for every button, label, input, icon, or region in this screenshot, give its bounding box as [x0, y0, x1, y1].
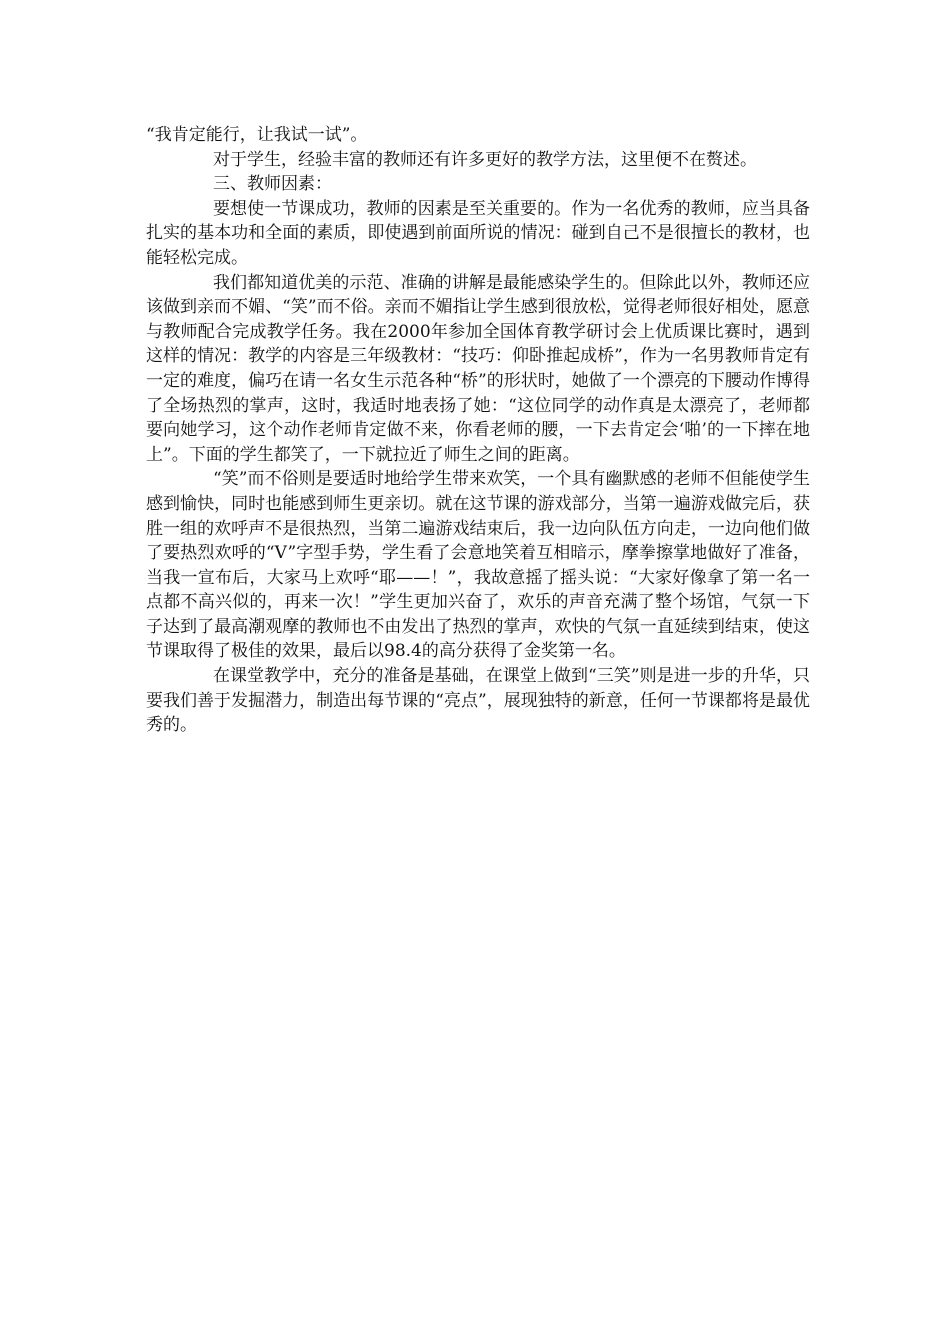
paragraph-conclusion: 在课堂教学中，充分的准备是基础，在课堂上做到“三笑”则是进一步的升华，只要我们善于发掘潜力，制造出每节课的“亮点”，展现独特的新意，任何一节课都将是最优秀的。 — [146, 666, 810, 736]
section-heading-teacher-factors: 三、教师因素： — [213, 174, 332, 195]
document-body — [146, 123, 810, 738]
paragraph-humor: “笑”而不俗则是要适时地给学生带来欢笑，一个具有幽默感的老师不但能使学生感到愉快，同时也能感到师生更亲切。就在这节课的游戏部分，当第一遍游戏做完后，获胜一组的欢呼声不是很热烈，当第二遍游戏结束后，我一边向队伍方向走，一边向他们做了要热烈欢呼的“V”字型手势，学生看了会意地笑着互相暗示，摩拳擦掌地做好了准备，当我一宣布后，大家马上欢呼“耶——！”，我故意摇了摇头说：“大家好像拿了第一名一点都不高兴似的，再来一次！”学生更加兴奋了，欢乐的声音充满了整个场馆，气氛一下子达到了最高潮观摩的教师也不由发出了热烈的掌声，欢快的气氛一直延续到结束，使这节课取得了极佳的效果，最后以98.4的高分获得了金奖第一名。 — [146, 469, 810, 662]
paragraph-approachable: 我们都知道优美的示范、准确的讲解是最能感染学生的。但除此以外，教师还应该做到亲而不媚、“笑”而不俗。亲而不媚指让学生感到很放松，觉得老师很好相处，愿意与教师配合完成教学任务。我在2000年参加全国体育教学研讨会上优质课比赛时，遇到这样的情况：教学的内容是三年级教材：“技巧：仰卧推起成桥”，作为一名男教师肯定有一定的难度，偏巧在请一名女生示范各种“桥”的形状时，她做了一个漂亮的下腰动作博得了全场热烈的掌声，这时，我适时地表扬了她：“这位同学的动作真是太漂亮了，老师都要向她学习，这个动作老师肯定做不来，你看老师的腰，一下去肯定会‘啪’的一下摔在地上”。下面的学生都笑了，一下就拉近了师生之间的距离。 — [146, 272, 810, 465]
paragraph-teacher-importance: 要想使一节课成功，教师的因素是至关重要的。作为一名优秀的教师，应当具备扎实的基本功和全面的素质，即使遇到前面所说的情况：碰到自己不是很擅长的教材，也能轻松完成。 — [146, 198, 810, 268]
paragraph-student-methods: 对于学生，经验丰富的教师还有许多更好的教学方法，这里便不在赘述。 — [213, 149, 757, 170]
paragraph-continuation: “我肯定能行，让我试一试”。 — [146, 125, 368, 145]
